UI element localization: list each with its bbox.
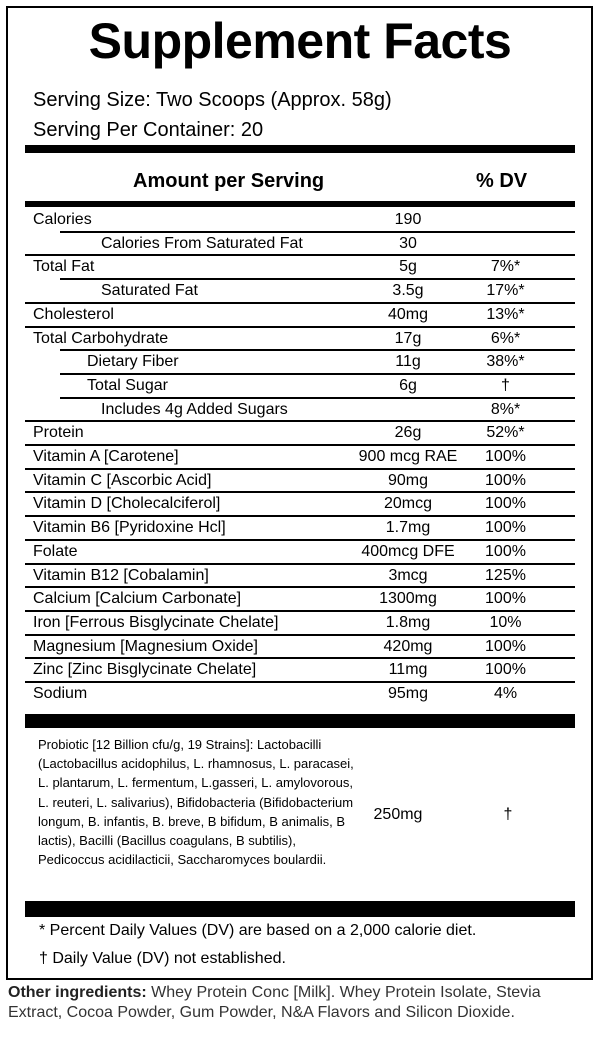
nutrient-name: Includes 4g Added Sugars — [101, 400, 288, 418]
nutrient-row — [33, 682, 575, 706]
nutrient-dv: 38%* — [486, 353, 525, 371]
nutrient-row — [33, 398, 575, 422]
nutrient-name: Calories From Saturated Fat — [101, 234, 303, 252]
nutrient-amount: 3.5g — [392, 282, 424, 300]
nutrient-name: Calcium [Calcium Carbonate] — [33, 590, 242, 608]
nutrient-amount: 20mcg — [383, 495, 433, 513]
nutrient-dv: 100% — [485, 495, 526, 513]
nutrient-dv: 125% — [485, 566, 526, 584]
probiotic-dv: † — [503, 806, 513, 823]
nutrient-dv: 100% — [485, 448, 526, 465]
nutrient-row — [33, 469, 575, 493]
nutrient-amount: 1.8mg — [385, 613, 431, 631]
nutrient-name: Sodium — [33, 685, 88, 702]
nutrient-name: Protein — [33, 424, 84, 442]
nutrient-dv: 100% — [485, 637, 526, 655]
nutrient-row — [33, 255, 575, 279]
nutrient-amount: 6g — [399, 376, 417, 394]
divider-bar — [25, 901, 575, 917]
amount-per-serving-header: Amount per Serving — [133, 170, 325, 192]
nutrient-dv: 13%* — [486, 305, 525, 323]
nutrient-name: Magnesium [Magnesium Oxide] — [33, 637, 258, 655]
nutrient-amount: 11g — [395, 353, 421, 371]
nutrient-amount: 900 mcg RAE — [358, 448, 458, 465]
nutrient-row — [33, 658, 575, 682]
nutrient-dv: 100% — [485, 661, 526, 679]
nutrient-amount: 26g — [394, 424, 422, 442]
footnote-dv-not-established: † Daily Value (DV) not established. — [39, 950, 286, 967]
other-ingredients — [8, 983, 593, 1023]
nutrient-row — [33, 564, 575, 588]
nutrient-name: Vitamin C [Ascorbic Acid] — [33, 471, 212, 489]
other-ingredients-text: Whey Protein Conc [Milk]. Whey Protein Isolate, Stevia Extract, Cocoa Powder, Gum Powder, N&A Flavors and Silicon Dioxide. — [8, 984, 541, 1021]
nutrient-dv: 10% — [489, 613, 522, 631]
nutrient-amount: 3mcg — [388, 566, 428, 584]
nutrient-amount: 5g — [399, 258, 417, 276]
nutrient-row — [33, 374, 575, 398]
dv-header: % DV — [476, 170, 528, 192]
nutrient-dv: 7%* — [490, 258, 521, 276]
nutrient-row — [33, 492, 575, 516]
nutrient-name: Total Fat — [33, 258, 95, 276]
nutrient-row — [33, 350, 575, 374]
nutrient-dv: 100% — [485, 471, 526, 489]
nutrient-amount: 17g — [394, 329, 422, 347]
nutrient-dv: 100% — [485, 542, 526, 560]
nutrient-name: Vitamin B12 [Cobalamin] — [33, 566, 209, 584]
nutrient-row — [33, 540, 575, 564]
nutrient-amount: 90mg — [387, 471, 429, 489]
footnote-percent-dv: * Percent Daily Values (DV) are based on a 2,000 calorie diet. — [39, 922, 477, 939]
nutrient-row — [33, 208, 575, 232]
nutrient-amount: 30 — [399, 234, 417, 252]
probiotic-blend-text: Probiotic [12 Billion cfu/g, 19 Strains]: Lactobacilli (Lactobacillus acidophilus, L. rhamnosus, L. paracasei, L. plantarum, L. fermentum, L.gasseri, L. amylovorous, L. reuteri, L. salivarius), Bifidobacteria (Bifidobacterium longum, B. infantis, B. breve, B bifidum, B animalis, B lactis), Bacilli (Bacillus coagulans, B subtilis), Pedicoccus acidilacticii, Saccharomyces boulardii. — [38, 737, 354, 868]
nutrient-name: Cholesterol — [33, 305, 114, 323]
nutrient-name: Vitamin D [Cholecalciferol] — [33, 495, 221, 513]
nutrient-row — [33, 587, 575, 611]
nutrient-row — [33, 445, 575, 469]
nutrient-amount: 95mg — [387, 685, 429, 702]
nutrient-row — [33, 303, 575, 327]
servings-per-container: Serving Per Container: 20 — [33, 119, 264, 141]
nutrient-row — [33, 327, 575, 351]
nutrient-name: Zinc [Zinc Bisglycinate Chelate] — [33, 661, 257, 679]
other-ingredients-label: Other ingredients: — [8, 984, 147, 1001]
nutrient-dv: 100% — [485, 519, 526, 537]
nutrient-row — [33, 232, 575, 256]
nutrient-dv: 52%* — [486, 424, 525, 442]
probiotic-amount: 250mg — [373, 806, 423, 823]
nutrient-dv: 8%* — [490, 400, 521, 418]
nutrient-amount: 40mg — [387, 305, 429, 323]
nutrient-dv: 6%* — [490, 329, 521, 347]
divider-bar — [25, 714, 575, 728]
nutrient-amount: 190 — [394, 211, 422, 228]
nutrient-name: Vitamin B6 [Pyridoxine Hcl] — [33, 519, 226, 537]
nutrient-row — [33, 635, 575, 659]
nutrient-name: Calories — [33, 211, 92, 228]
serving-size: Serving Size: Two Scoops (Approx. 58g) — [33, 89, 392, 111]
nutrient-amount: 400mcg DFE — [361, 542, 455, 560]
nutrient-dv: 100% — [485, 590, 526, 608]
nutrient-amount: 1300mg — [379, 590, 437, 608]
nutrient-amount: 1.7mg — [385, 519, 431, 537]
nutrient-name: Vitamin A [Carotene] — [33, 448, 179, 465]
divider-bar — [25, 201, 575, 207]
nutrient-name: Saturated Fat — [101, 282, 198, 300]
nutrient-row — [33, 611, 575, 635]
nutrient-name: Dietary Fiber — [87, 353, 179, 371]
nutrient-row — [33, 421, 575, 445]
nutrient-name: Total Sugar — [87, 376, 168, 394]
nutrient-name: Total Carbohydrate — [33, 329, 169, 347]
divider-bar — [25, 145, 575, 153]
nutrient-name: Folate — [33, 542, 78, 560]
nutrient-row — [33, 279, 575, 303]
nutrient-dv: 4% — [493, 685, 518, 702]
nutrient-amount: 420mg — [383, 637, 433, 655]
nutrient-row — [33, 516, 575, 540]
nutrient-amount: 11mg — [388, 661, 428, 679]
nutrient-dv: † — [501, 376, 510, 394]
page-title: Supplement Facts — [88, 13, 512, 69]
nutrient-name: Iron [Ferrous Bisglycinate Chelate] — [33, 613, 279, 631]
nutrient-dv: 17%* — [486, 282, 525, 300]
